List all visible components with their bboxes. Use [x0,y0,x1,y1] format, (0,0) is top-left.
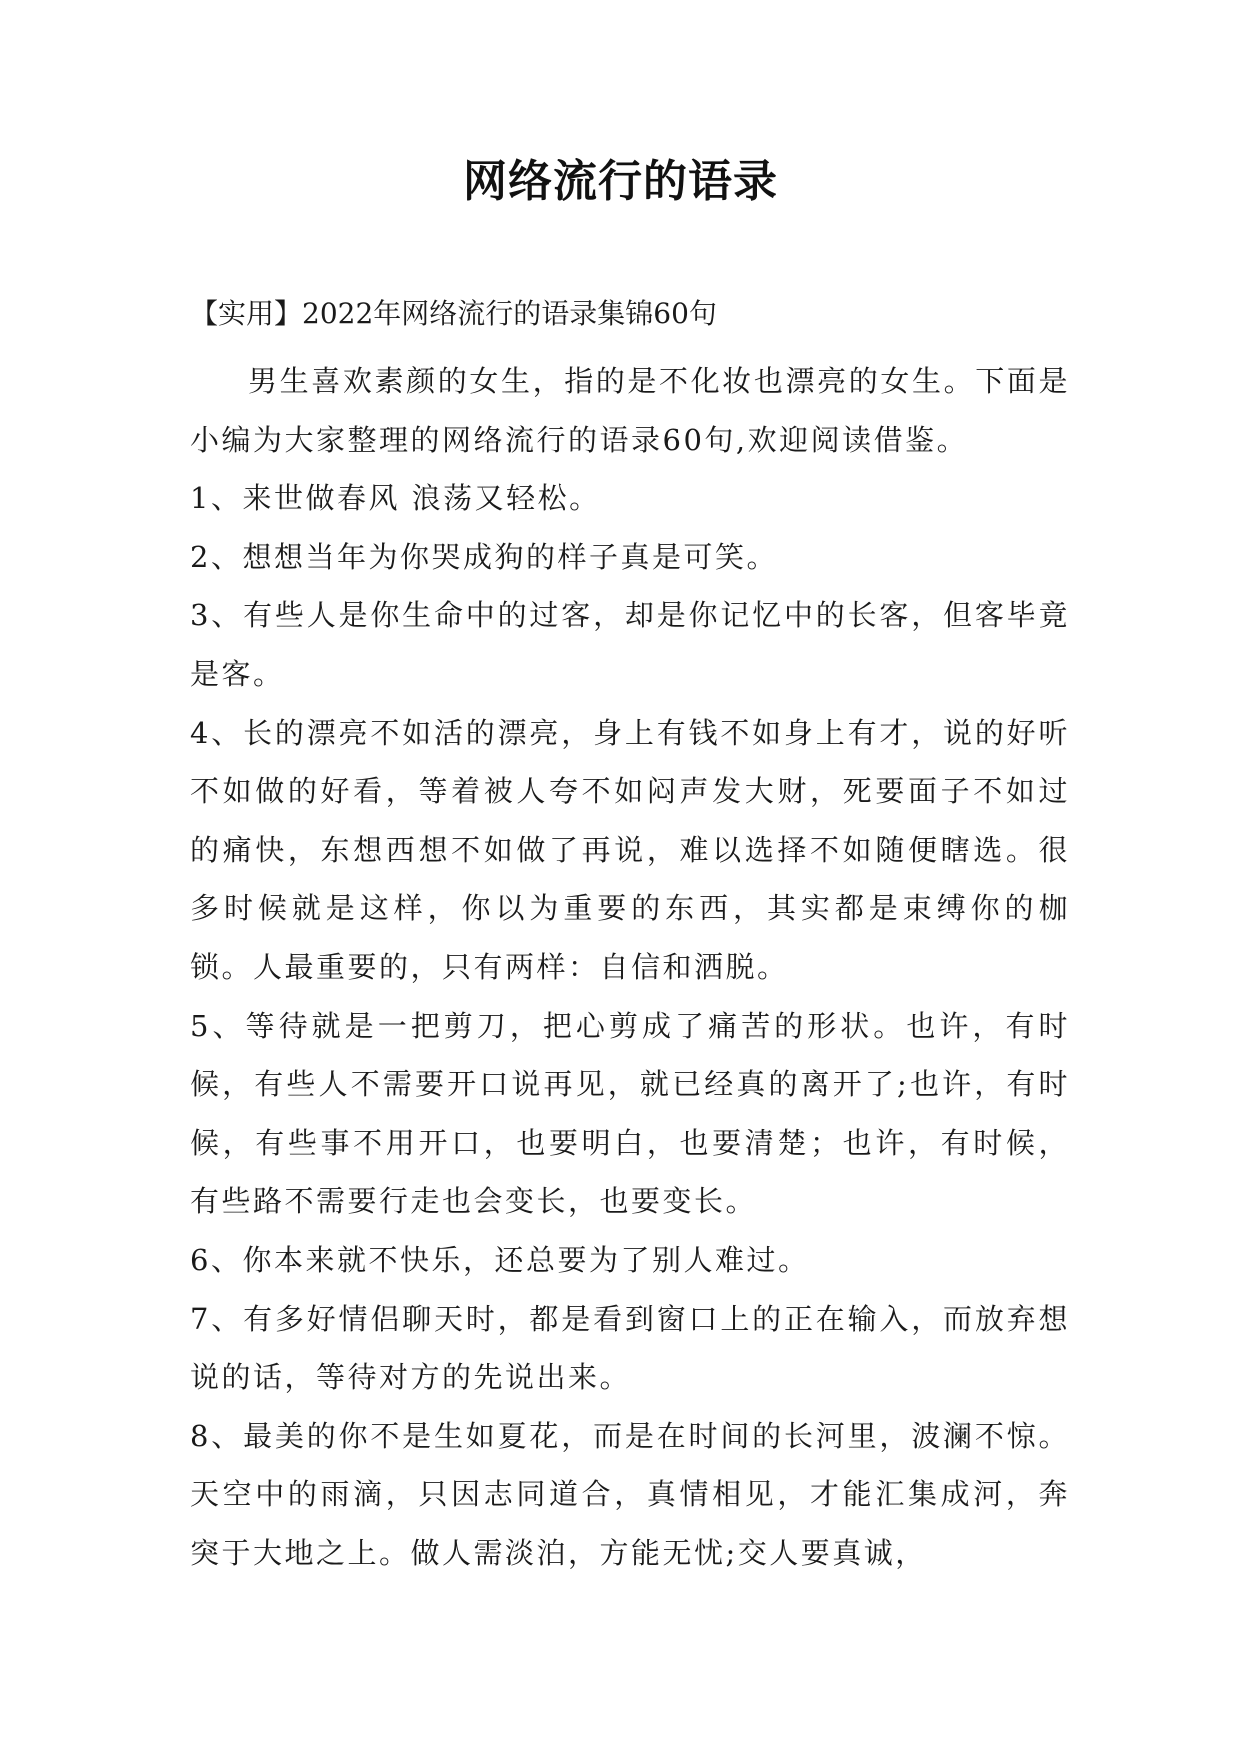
list-item: 6、你本来就不快乐，还总要为了别人难过。 [190,1242,810,1277]
intro-paragraph: 男生喜欢素颜的女生，指的是不化妆也漂亮的女生。下面是小编为大家整理的网络流行的语录60句,欢迎阅读借鉴。 [190,364,1070,457]
list-item: 7、有多好情侣聊天时，都是看到窗口上的正在输入，而放弃想说的话，等待对方的先说出来。 [190,1301,1070,1395]
list-item: 8、最美的你不是生如夏花，而是在时间的长河里，波澜不惊。天空中的雨滴，只因志同道合，真情相见，才能汇集成河，奔突于大地之上。做人需淡泊，方能无忧;交人要真诚， [190,1418,1070,1570]
list-item: 2、想想当年为你哭成狗的样子真是可笑。 [190,539,778,574]
document-subtitle: 【实用】2022年网络流行的语录集锦60句 [190,297,717,330]
list-item: 1、来世做春风 浪荡又轻松。 [190,481,601,516]
list-item: 4、长的漂亮不如活的漂亮，身上有钱不如身上有才，说的好听不如做的好看，等着被人夸不如闷声发大财，死要面子不如过的痛快，东想西想不如做了再说，难以选择不如随便瞎选。很多时候就是这样，你以为重要的东西，其实都是束缚你的枷锁。人最重要的，只有两样：自信和洒脱。 [190,715,1070,984]
list-item: 3、有些人是你生命中的过客，却是你记忆中的长客，但客毕竟是客。 [190,598,1070,691]
document-title: 网络流行的语录 [463,156,778,207]
document-body [190,352,1070,1582]
list-item: 5、等待就是一把剪刀，把心剪成了痛苦的形状。也许，有时候，有些人不需要开口说再见，就已经真的离开了;也许，有时候，有些事不用开口，也要明白，也要清楚；也许，有时候，有些路不需要行走也会变长，也要变长。 [190,1008,1070,1219]
